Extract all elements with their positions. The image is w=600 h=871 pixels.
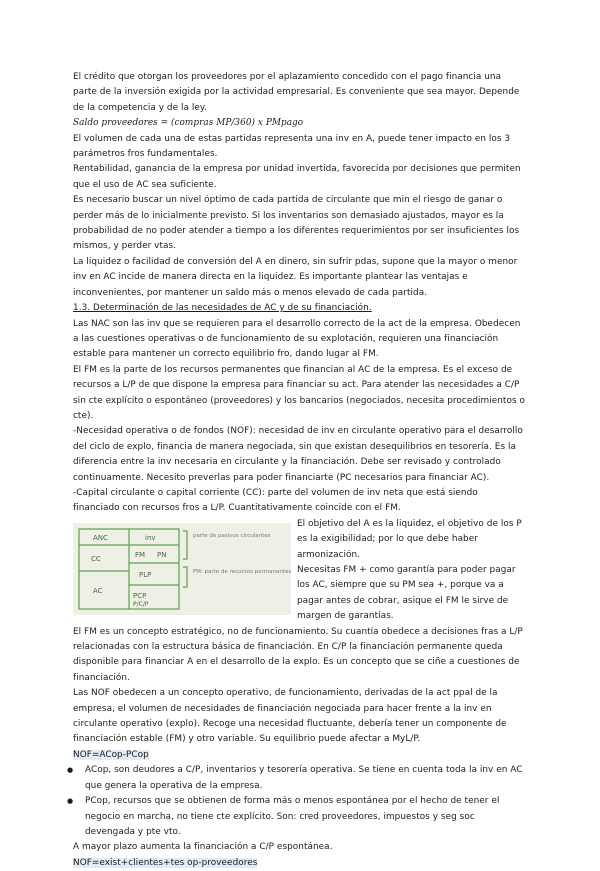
- sketch-label-plp: PLP: [139, 570, 152, 579]
- paragraph-nof-operativo: Las NOF obedecen a un concepto operativo, de funcionamiento, derivadas de la act ppal de la empresa, el volumen de necesidades de financiación negociada para hacer frente a la inv en circulante operativo (explo). Recoge una necesidad fluctuante, debería tener un componente de financiación estable (FM) y otro variable. Su equilibrio puede afectar a MyL/P.: [73, 688, 507, 745]
- paragraph-nof: -Necesidad operativa o de fondos (NOF): necesidad de inv en circulante operativo para el desarrollo del ciclo de explo, financia de manera negociada, sin que existan desequilibrios en tesorería. Es la diferencia entre la inv necesaria en circulante y la financiación. Debe ser revisado y controlado continuamente. Necesito preverlas para poder financiarte (PC necesarios para financiar AC).: [73, 426, 523, 483]
- paragraph-nivel-optimo: Es necesario buscar un nivel óptimo de cada partida de circulante que min el riesgo de ganar o perder más de lo inicialmente previsto. Si los inventarios son demasiado ajustados, mayor es la probabilidad de no poder atender a tiempo a los diferentes requerimientos por ser insuficientes los mismos, y perder vtas.: [73, 195, 520, 252]
- figure-row: [73, 517, 525, 625]
- bullet-icon: ●: [67, 766, 74, 775]
- formula-nof-detalle: [73, 856, 525, 871]
- sketch-label-pcp: PCP: [133, 591, 147, 600]
- bullet-acop: ACop, son deudores a C/P, inventarios y tesorería operativa. Se tiene en cuenta toda la inv en AC que genera la operativa de la empresa.: [85, 765, 523, 791]
- sketch-note-fm: FM: parte de recursos permanentes: [193, 568, 291, 575]
- paragraph-necesitas-fm: Necesitas FM + como garantía para poder pagar los AC, siempre que su PM sea +, porque va a pagar antes de cobrar, asique el FM le sirve de margen de garantías.: [297, 565, 516, 622]
- figure-side-text: [297, 517, 525, 625]
- bullet-pcop: PCop, recursos que se obtienen de forma más o menos espontánea por el hecho de tener el negocio en marcha, no tiene cte explícito. Son: cred proveedores, impuestos y seg soc devengada y pte vto.: [85, 796, 500, 837]
- formula-nof: [73, 748, 525, 763]
- paragraph-fm-estrategico: El FM es un concepto estratégico, no de funcionamiento. Su cuantía obedece a decisiones fras a L/P relacionadas con la estructura básica de financiación. En C/P la financiación permanente queda disponible para financiar A en el desarrollo de la explo. Es un concepto que se ciñe a cuestiones de financiación.: [73, 626, 523, 683]
- paragraph-liquidez: La liquidez o facilidad de conversión del A en dinero, sin sufrir pdas, supone que la mayor o menor inv en AC incide de manera directa en la liquidez. Es importante plantear las ventajas e inconvenientes, por mantener un saldo más o menos elevado de cada partida.: [73, 256, 518, 298]
- sketch-label-fm: FM: [135, 550, 146, 559]
- bullet-list: [67, 763, 525, 840]
- balance-sketch-image: [73, 523, 291, 615]
- formula-saldo-proveedores: Saldo proveedores = (compras MP/360) x PMpago: [73, 118, 304, 129]
- paragraph-rentabilidad: Rentabilidad, ganancia de la empresa por unidad invertida, favorecida por decisiones que permiten que el uso de AC sea suficiente.: [73, 164, 521, 190]
- sketch-label-inv: inv: [145, 533, 156, 542]
- paragraph-mayor-plazo: A mayor plazo aumenta la financiación a C/P espontánea.: [73, 842, 333, 853]
- document-page: [67, 70, 525, 871]
- paragraph-credito-proveedores: El crédito que otorgan los proveedores por el aplazamiento concedido con el pago financia una parte de la inversión exigida por la actividad empresarial. Es conveniente que sea mayor. Depende de la competencia y de la ley.: [73, 72, 520, 113]
- highlighted-nof-formula: NOF=ACop-PCop: [73, 749, 149, 760]
- paragraph-volumen-partidas: El volumen de cada una de estas partidas representa una inv en A, puede tener impacto en los 3 parámetros fros fundamentales.: [73, 133, 511, 160]
- sketch-label-anc: ANC: [93, 533, 108, 542]
- sketch-label-pn: PN: [157, 550, 167, 559]
- sketch-label-cc: CC: [91, 554, 101, 563]
- highlighted-nof-detail: NOF=exist+clientes+tes op-proveedores: [73, 857, 258, 868]
- sketch-label-pcp-short: P/C/P: [133, 600, 149, 608]
- paragraph-fm: El FM es la parte de los recursos permanentes que financian al AC de la empresa. Es el exceso de recursos a L/P de que dispone la empresa para financiar su act. Para atender las necesidades a C/P sin cte explícito o espontáneo (proveedores) y los bancarios (negociados, necesita procedimientos o cte).: [73, 364, 525, 421]
- list-item: [67, 794, 525, 840]
- paragraph-objetivo-liquidez: El objetivo del A es la liquidez, el objetivo de los P es la exigibilidad; por lo que debe haber armonización.: [297, 518, 522, 560]
- list-item: [67, 763, 525, 794]
- section-heading: 1.3. Determinación de las necesidades de AC y de su financiación.: [73, 303, 372, 314]
- paragraph-cc: -Capital circulante o capital corriente (CC): parte del volumen de inv neta que está siendo financiado con recursos fros a L/P. Cuantitativamente coincide con el FM.: [73, 487, 478, 514]
- bullet-icon: ●: [67, 797, 74, 806]
- paragraph-nac: Las NAC son las inv que se requieren para el desarrollo correcto de la act de la empresa. Obedecen a las cuestiones operativas o de funcionamiento de su explotación, requieren una financiación estable para mantener un correcto equilibrio fro, dando lugar al FM.: [73, 318, 521, 360]
- sketch-note-pasivos: parte de pasivos circulantes: [193, 532, 271, 539]
- sketch-label-ac: AC: [93, 586, 103, 595]
